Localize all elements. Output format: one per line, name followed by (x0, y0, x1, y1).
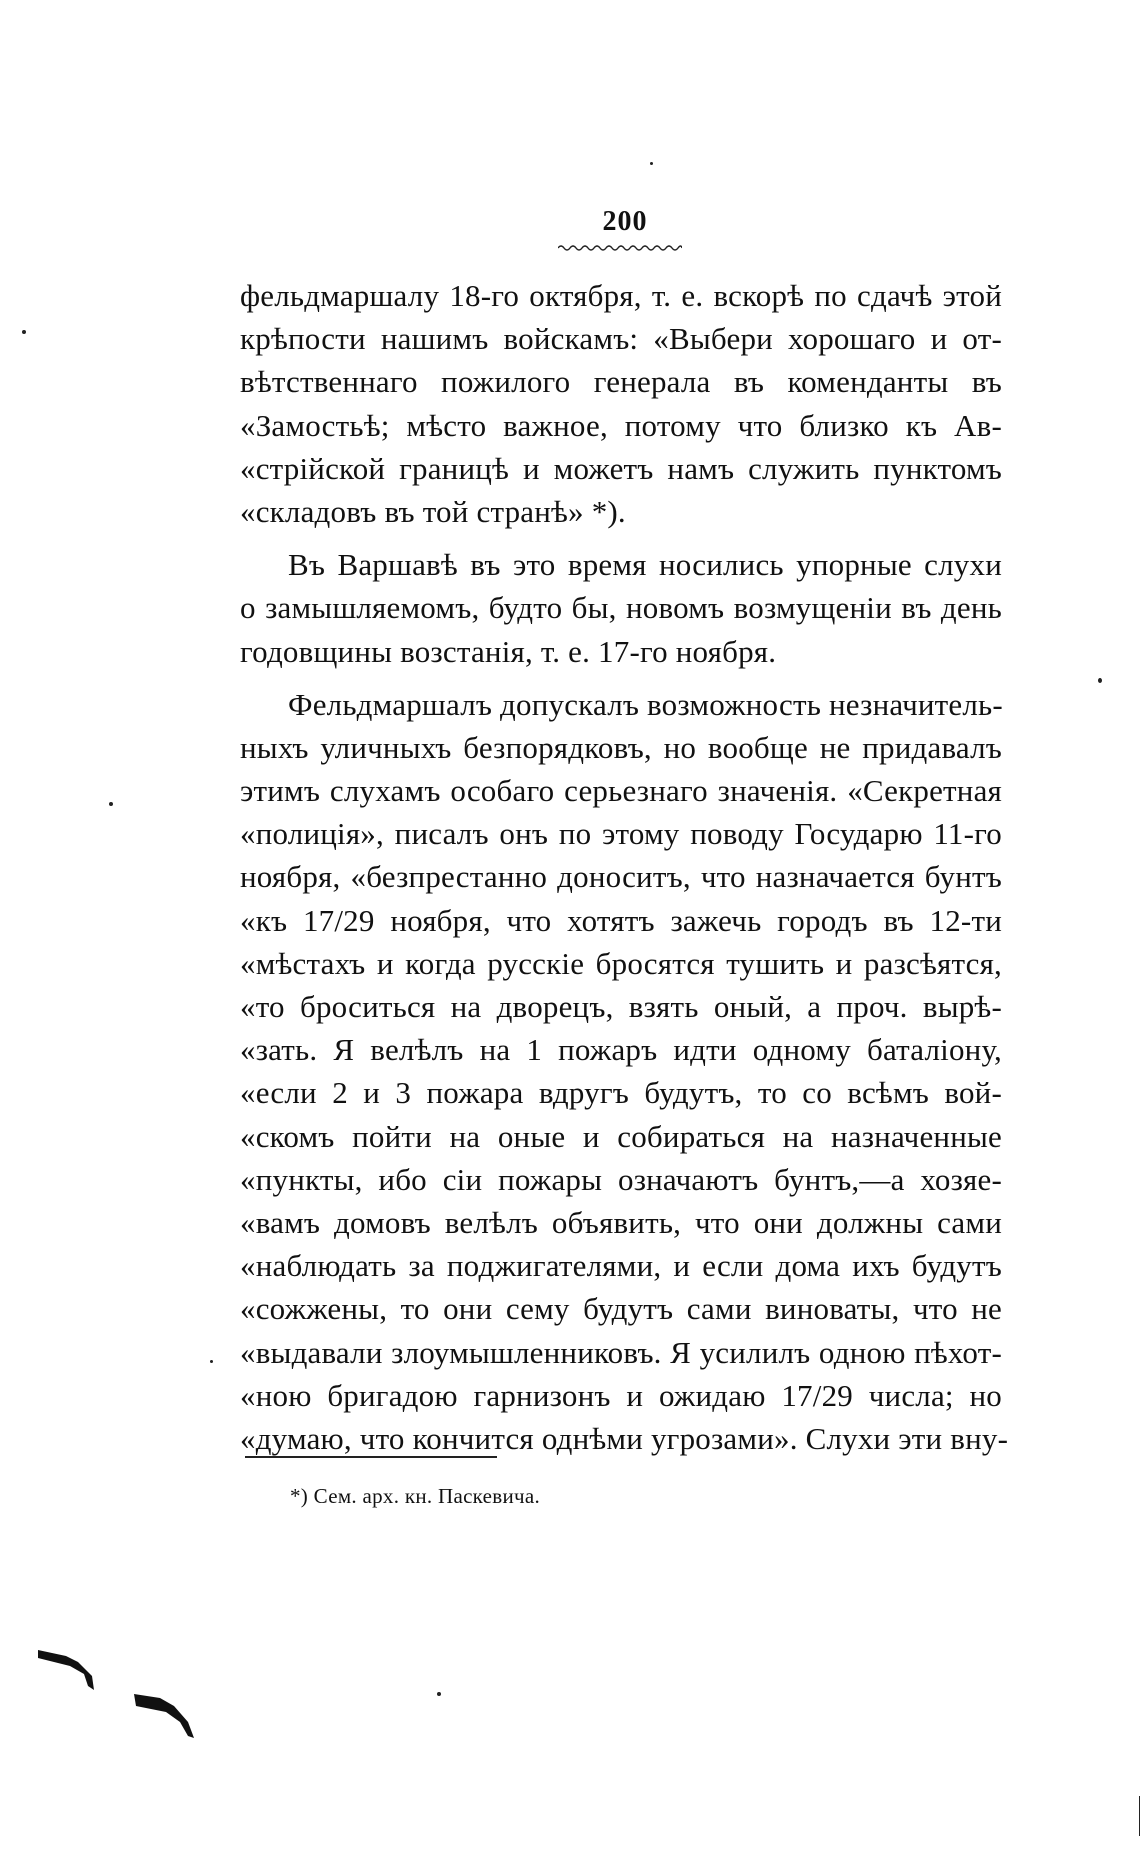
text-line: ноября, «безпрестанно доноситъ, что назначается бунтъ (240, 859, 1002, 895)
scan-speck (210, 1360, 213, 1363)
text-line: крѣпости нашимъ войскамъ: «Выбери хорошаго и от- (240, 321, 1002, 357)
text-line: «Замостьѣ; мѣсто важное, потому что близко къ Ав- (240, 407, 1002, 443)
page-number: 200 (602, 206, 648, 237)
text-line: вѣтственнаго пожилого генерала въ коменданты въ (240, 364, 1002, 400)
text-line: о замышляемомъ, будто бы, новомъ возмущеніи въ день (240, 590, 1002, 626)
text-line: фельдмаршалу 18-го октября, т. е. вскорѣ по сдачѣ этой (240, 278, 1002, 313)
scan-speck (650, 162, 653, 165)
text-line: «вамъ домовъ велѣлъ объявить, что они должны сами (240, 1204, 1002, 1240)
text-line: годовщины возстанія, т. е. 17-го ноября. (240, 633, 777, 669)
text-line: «складовъ въ той странѣ» *). (240, 493, 626, 529)
text-line: этимъ слухамъ особаго серьезнаго значенія. «Секретная (240, 773, 1002, 809)
footnote: *) Сем. арх. кн. Паскевича. (290, 1484, 541, 1508)
text-line: Въ Варшавѣ въ это время носились упорные слухи (288, 547, 1002, 583)
text-line: «стрійской границѣ и можетъ намъ служить пунктомъ (240, 450, 1002, 486)
text-line: «ною бригадою гарнизонъ и ожидаю 17/29 числа; но (240, 1377, 1002, 1413)
text-line: «зать. Я велѣлъ на 1 пожаръ идти одному баталіону, (240, 1032, 1002, 1068)
scan-smudge-mark (36, 1646, 96, 1692)
scan-speck (437, 1692, 441, 1696)
text-line: «полиція», писалъ онъ по этому поводу Государю 11-го (240, 816, 1002, 852)
text-line: Фельдмаршалъ допускалъ возможность незначитель- (288, 686, 1003, 722)
text-line: «наблюдать за поджигателями, и если дома ихъ будутъ (240, 1248, 1002, 1284)
text-line: «выдавали злоумышленниковъ. Я усилилъ одною пѣхот- (240, 1334, 1002, 1370)
text-line: «думаю, что кончится однѣми угрозами». Слухи эти вну- (240, 1420, 1009, 1456)
text-line: «къ 17/29 ноября, что хотятъ зажечь городъ въ 12-ти (240, 902, 1002, 938)
text-line: «мѣстахъ и когда русскіе бросятся тушить и разсѣятся, (240, 945, 1002, 981)
text-line: «скомъ пойти на оные и собираться на назначенные (240, 1118, 1002, 1154)
page-number-ornament (558, 244, 682, 252)
text-line: ныхъ уличныхъ безпорядковъ, но вообще не придавалъ (240, 729, 1002, 765)
scan-speck (109, 802, 113, 806)
text-line: «пункты, ибо сіи пожары означаютъ бунтъ,—а хозяе- (240, 1161, 1002, 1197)
scan-smudge-mark (132, 1688, 196, 1740)
body-text (240, 274, 1009, 1460)
text-line: «сожжены, то они сему будутъ сами виноваты, что не (240, 1291, 1002, 1327)
text-line: «если 2 и 3 пожара вдругъ будутъ, то со всѣмъ вой- (240, 1075, 1002, 1111)
scan-speck (22, 330, 26, 334)
text-line: «то броситься на дворецъ, взять оный, а проч. вырѣ- (240, 989, 1002, 1024)
scan-speck (1098, 678, 1102, 683)
footnote-divider (245, 1456, 497, 1458)
